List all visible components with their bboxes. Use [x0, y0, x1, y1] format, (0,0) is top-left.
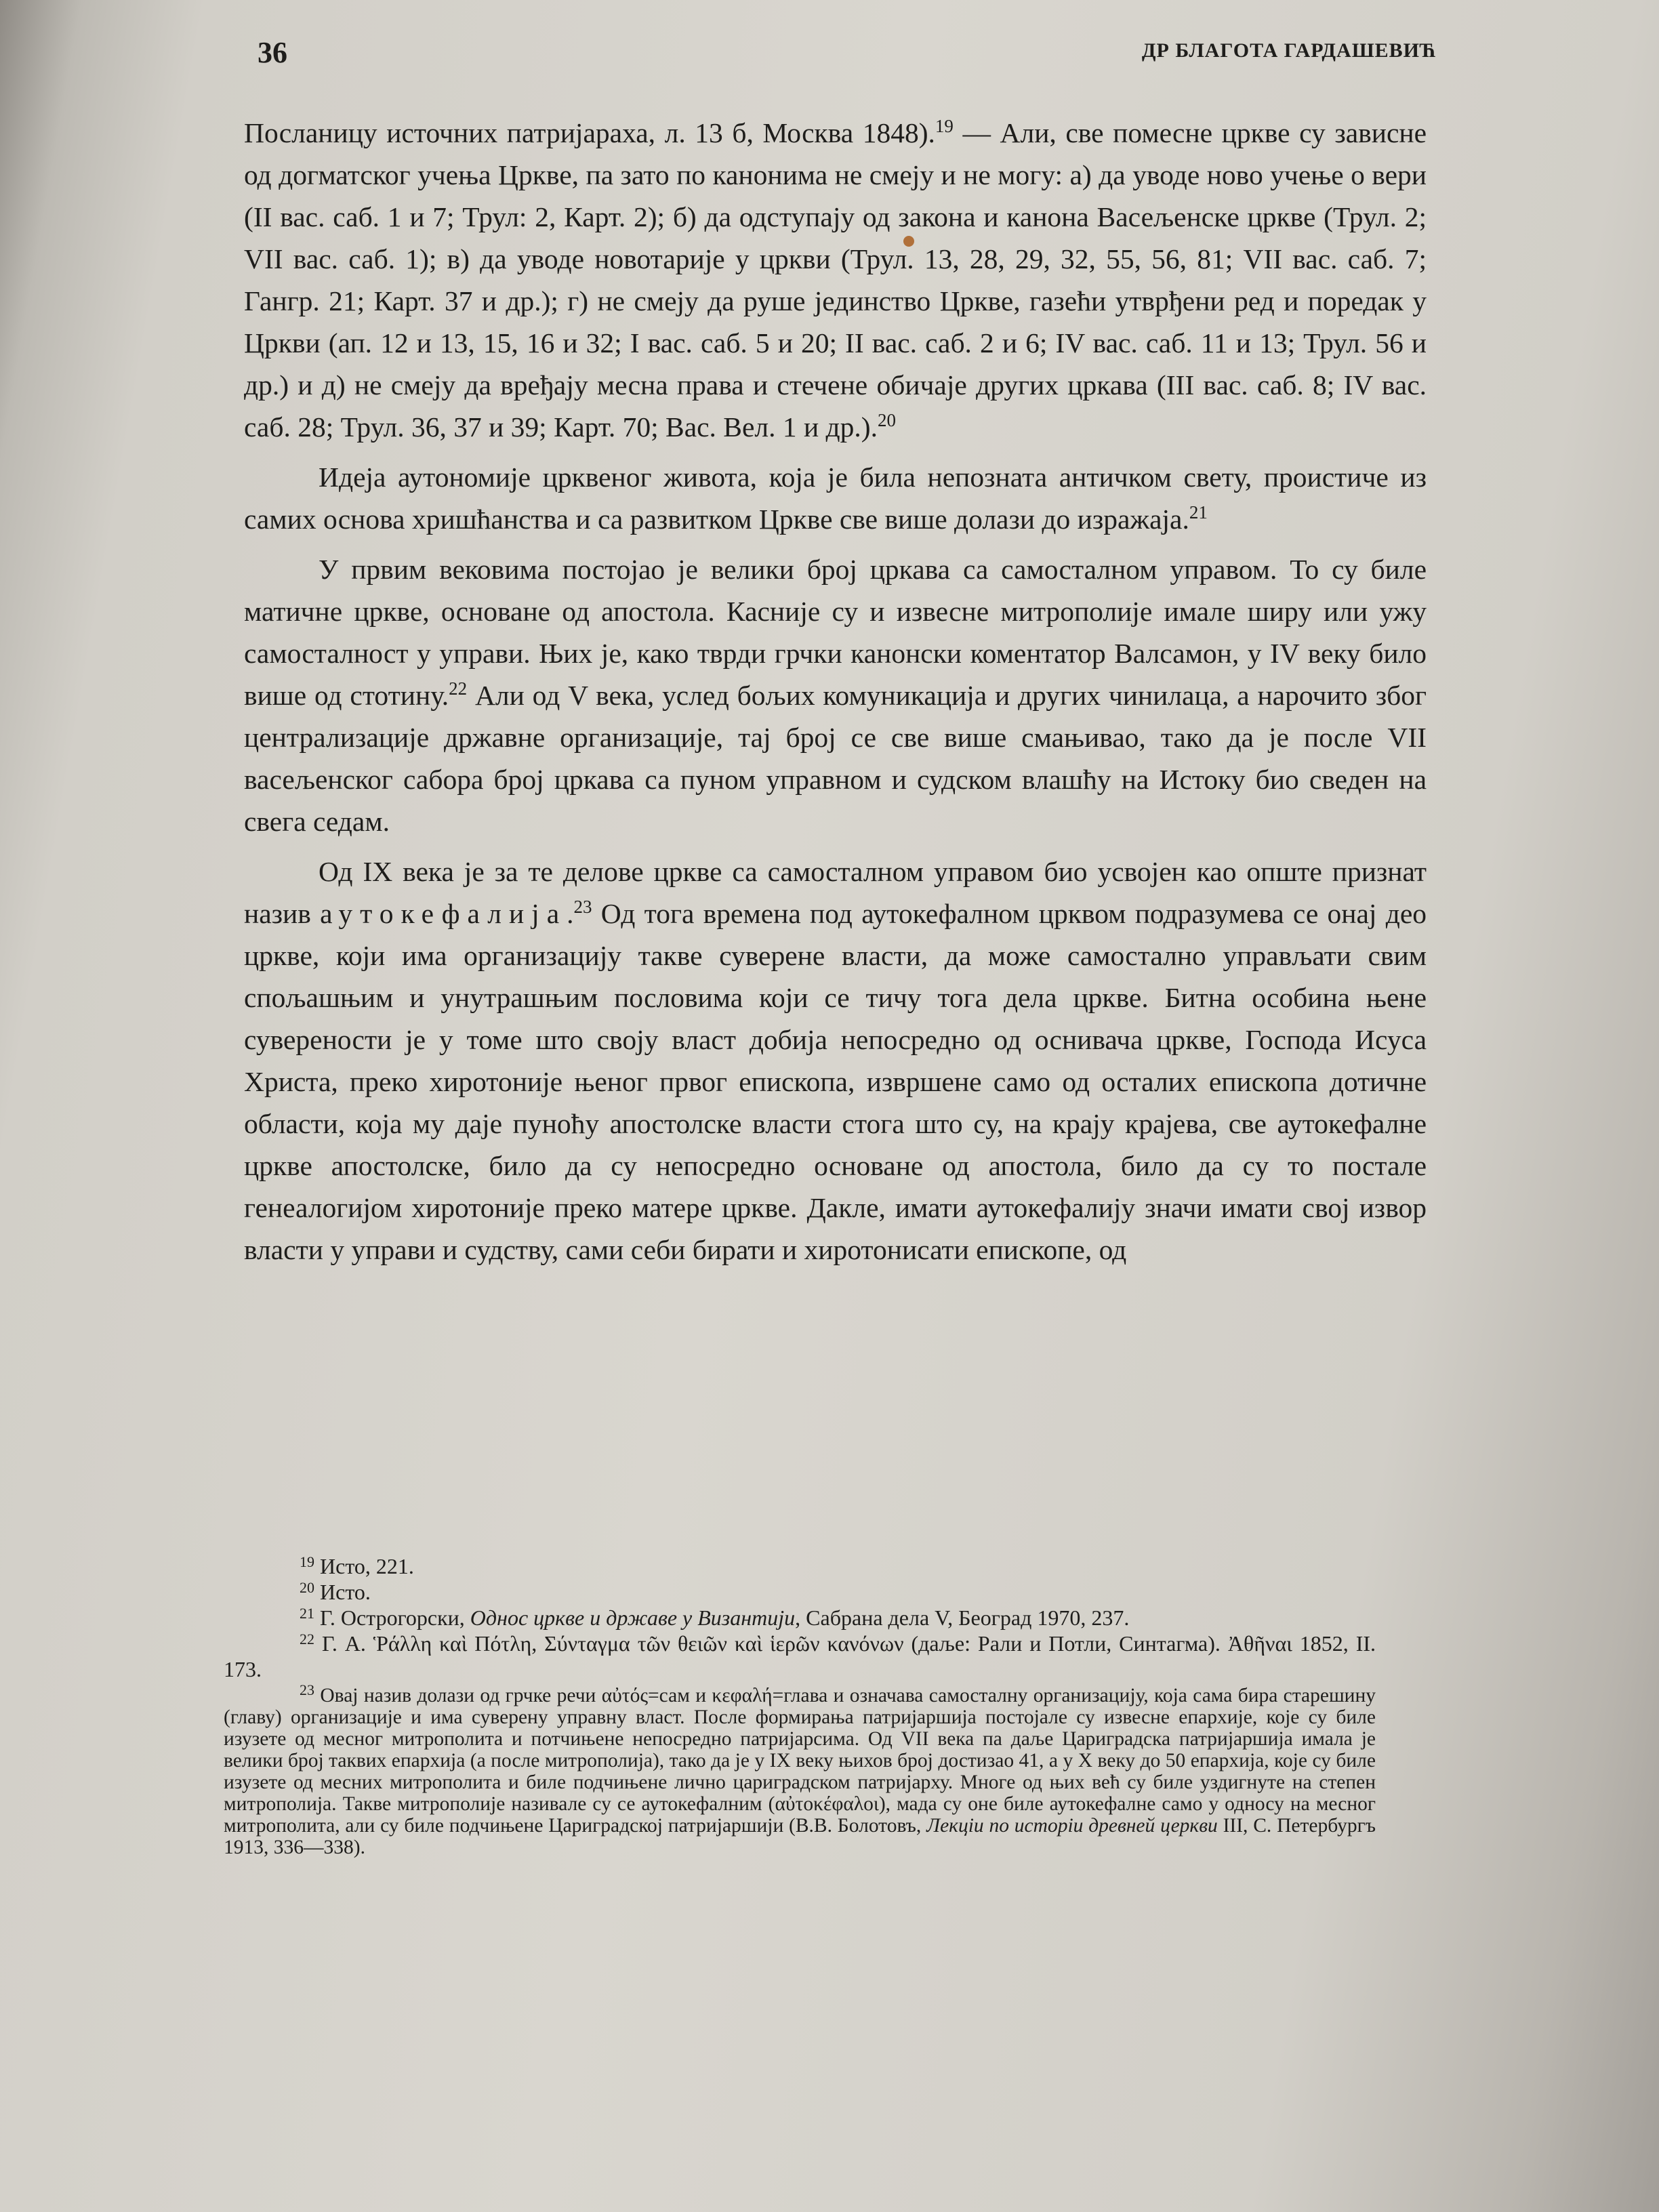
paragraph-4: Од IX века је за те делове цркве са самосталном управом био усвојен као опште признат назив аутокефалија.$^{23}$ Од тога времена под аутокефалном црквом подразумева се онај део цркве, који има организацију такве суверене власти, да може самостално управљати свим спољашњим и унутрашњим пословима који се тичу тога дела цркве. Битна особина њене суверености је у томе што своју власт добија непосредно од оснивача цркве, Господа Исуса Христа, преко хиротоније њеног првог епископа, извршене само од осталих епископа дотичне области, која му даје пуноћу апостолске власти стога што су, на крају крајева, све аутокефалне цркве апостолске, било да су непосредно основане од апостола, било да су то постале генеалогијом хиротоније преко матере цркве. Дакле, имати аутокефалију значи имати свој извор власти у управи и судству, сами себи бирати и хиротонисати епископе, од	[244, 856, 1427, 1265]
paragraph-1: Посланицу источних патријараха, л. 13 б, Москва 1848).$^{19}$ — Али, све помесне цркве су зависне од догматског учења Цркве, па зато по канонима не смеју и не могу: а) да уводе ново учење о вери (II вас. саб. 1 и 7; Трул: 2, Карт. 2); б) да одступају од закона и канона Васељенске цркве (Трул. 2; VII вас. саб. 1); в) да уводе новотарије у цркви (Трул. 13, 28, 29, 32, 55, 56, 81; VII вас. саб. 7; Гангр. 21; Карт. 37 и др.); г) не смеју да руше јединство Цркве, газећи утврђени ред и поредак у Цркви (ап. 12 и 13, 15, 16 и 32; I вас. саб. 5 и 20; II вас. саб. 2 и 6; IV вас. саб. 11 и 13; Трул. 56 и др.) и д) не смеју да вређају месна права и стечене обичаје других цркава (III вас. саб. 8; IV вас. саб. 28; Трул. 36, 37 и 39; Карт. 70; Вас. Вел. 1 и др.).$^{20}$	[244, 116, 1427, 443]
footnote-ref-21: 21	[1189, 502, 1208, 523]
paragraph-2: Идеја аутономије црквеног живота, која је била непозната античком свету, проистиче из самих основа хришћанства и са развитком Цркве све више долази до изражаја.$^{21}$	[244, 462, 1427, 535]
footnote-20: $^{20}$ Исто.	[300, 1579, 371, 1604]
footnote-ref-23: 23	[573, 897, 592, 917]
page-header	[258, 35, 1437, 83]
spaced-term: аутокефалија	[320, 898, 567, 929]
footnote-ref-22: 22	[449, 678, 468, 699]
footnotes	[224, 1553, 1376, 1858]
page-number: 36	[258, 36, 287, 69]
footnote-ref-19: 19	[935, 116, 954, 136]
running-head: ДР БЛАГОТА ГАРДАШЕВИЋ	[1141, 39, 1437, 62]
footnote-ref-20: 20	[878, 410, 896, 430]
footnote-21: $^{21}$ Г. Острогорски, Однос цркве и државе у Византији, Сабрана дела V, Београд 1970, 237.	[300, 1605, 1130, 1630]
footnote-23: $^{23}$ Овај назив долази од грчке речи αὐτός=сам и κεφαλή=глава и означава самосталну организацију, која сама бира старешину (главу) организације и има суверену управну власт. После формирања патријаршија постојале су извесне епархије, које су биле изузете од месног митрополита и потчињене непосредно патријарсима. Од VII века па даље Цариградска патријаршија имала је велики број таквих епархија (а после митрополија), тако да је у IX веку њихов број достизао 41, а у X веку до 50 епархија, које су биле изузете од месних митрополита и биле подчињене лично цариградском патријарху. Многе од њих већ су биле уздигнуте на степен митрополија. Такве митрополије називале су се аутокефалним (αὐτοκέφαλοι), мада су оне биле аутокефалне само у односу на месног митрополита, али су биле подчињене Цариградској патријаршији (В.В. Болотовъ, Лекціи по исторіи древней церкви III, С. Петербургъ 1913, 336—338).	[224, 1681, 1376, 1858]
footnote-22: $^{22}$ Г. А. Ῥάλλη καὶ Πότλη, Σύνταγμα τῶν θειῶν καὶ ἱερῶν κανόνων (даље: Рали и Потли, Синтагма). Ἀθῆναι 1852, II. 173.	[224, 1631, 1376, 1681]
footnote-19: $^{19}$ Исто, 221.	[300, 1553, 414, 1578]
main-text	[244, 112, 1427, 1279]
paragraph-3: У првим вековима постојао је велики број цркава са самосталном управом. То су биле матичне цркве, основане од апостола. Касније су и извесне митрополије имале ширу или ужу самосталност у управи. Њих је, како тврди грчки канонски коментатор Валсамон, у IV веку било више од стотину.$^{22}$ Али од V века, услед бољих комуникација и других чинилаца, а нарочито због централизације државне организације, тај број се све више смањивао, тако да је после VII васељенског сабора број цркава са пуном управном и судском влашћу на Истоку био сведен на свега седам.	[244, 554, 1427, 837]
